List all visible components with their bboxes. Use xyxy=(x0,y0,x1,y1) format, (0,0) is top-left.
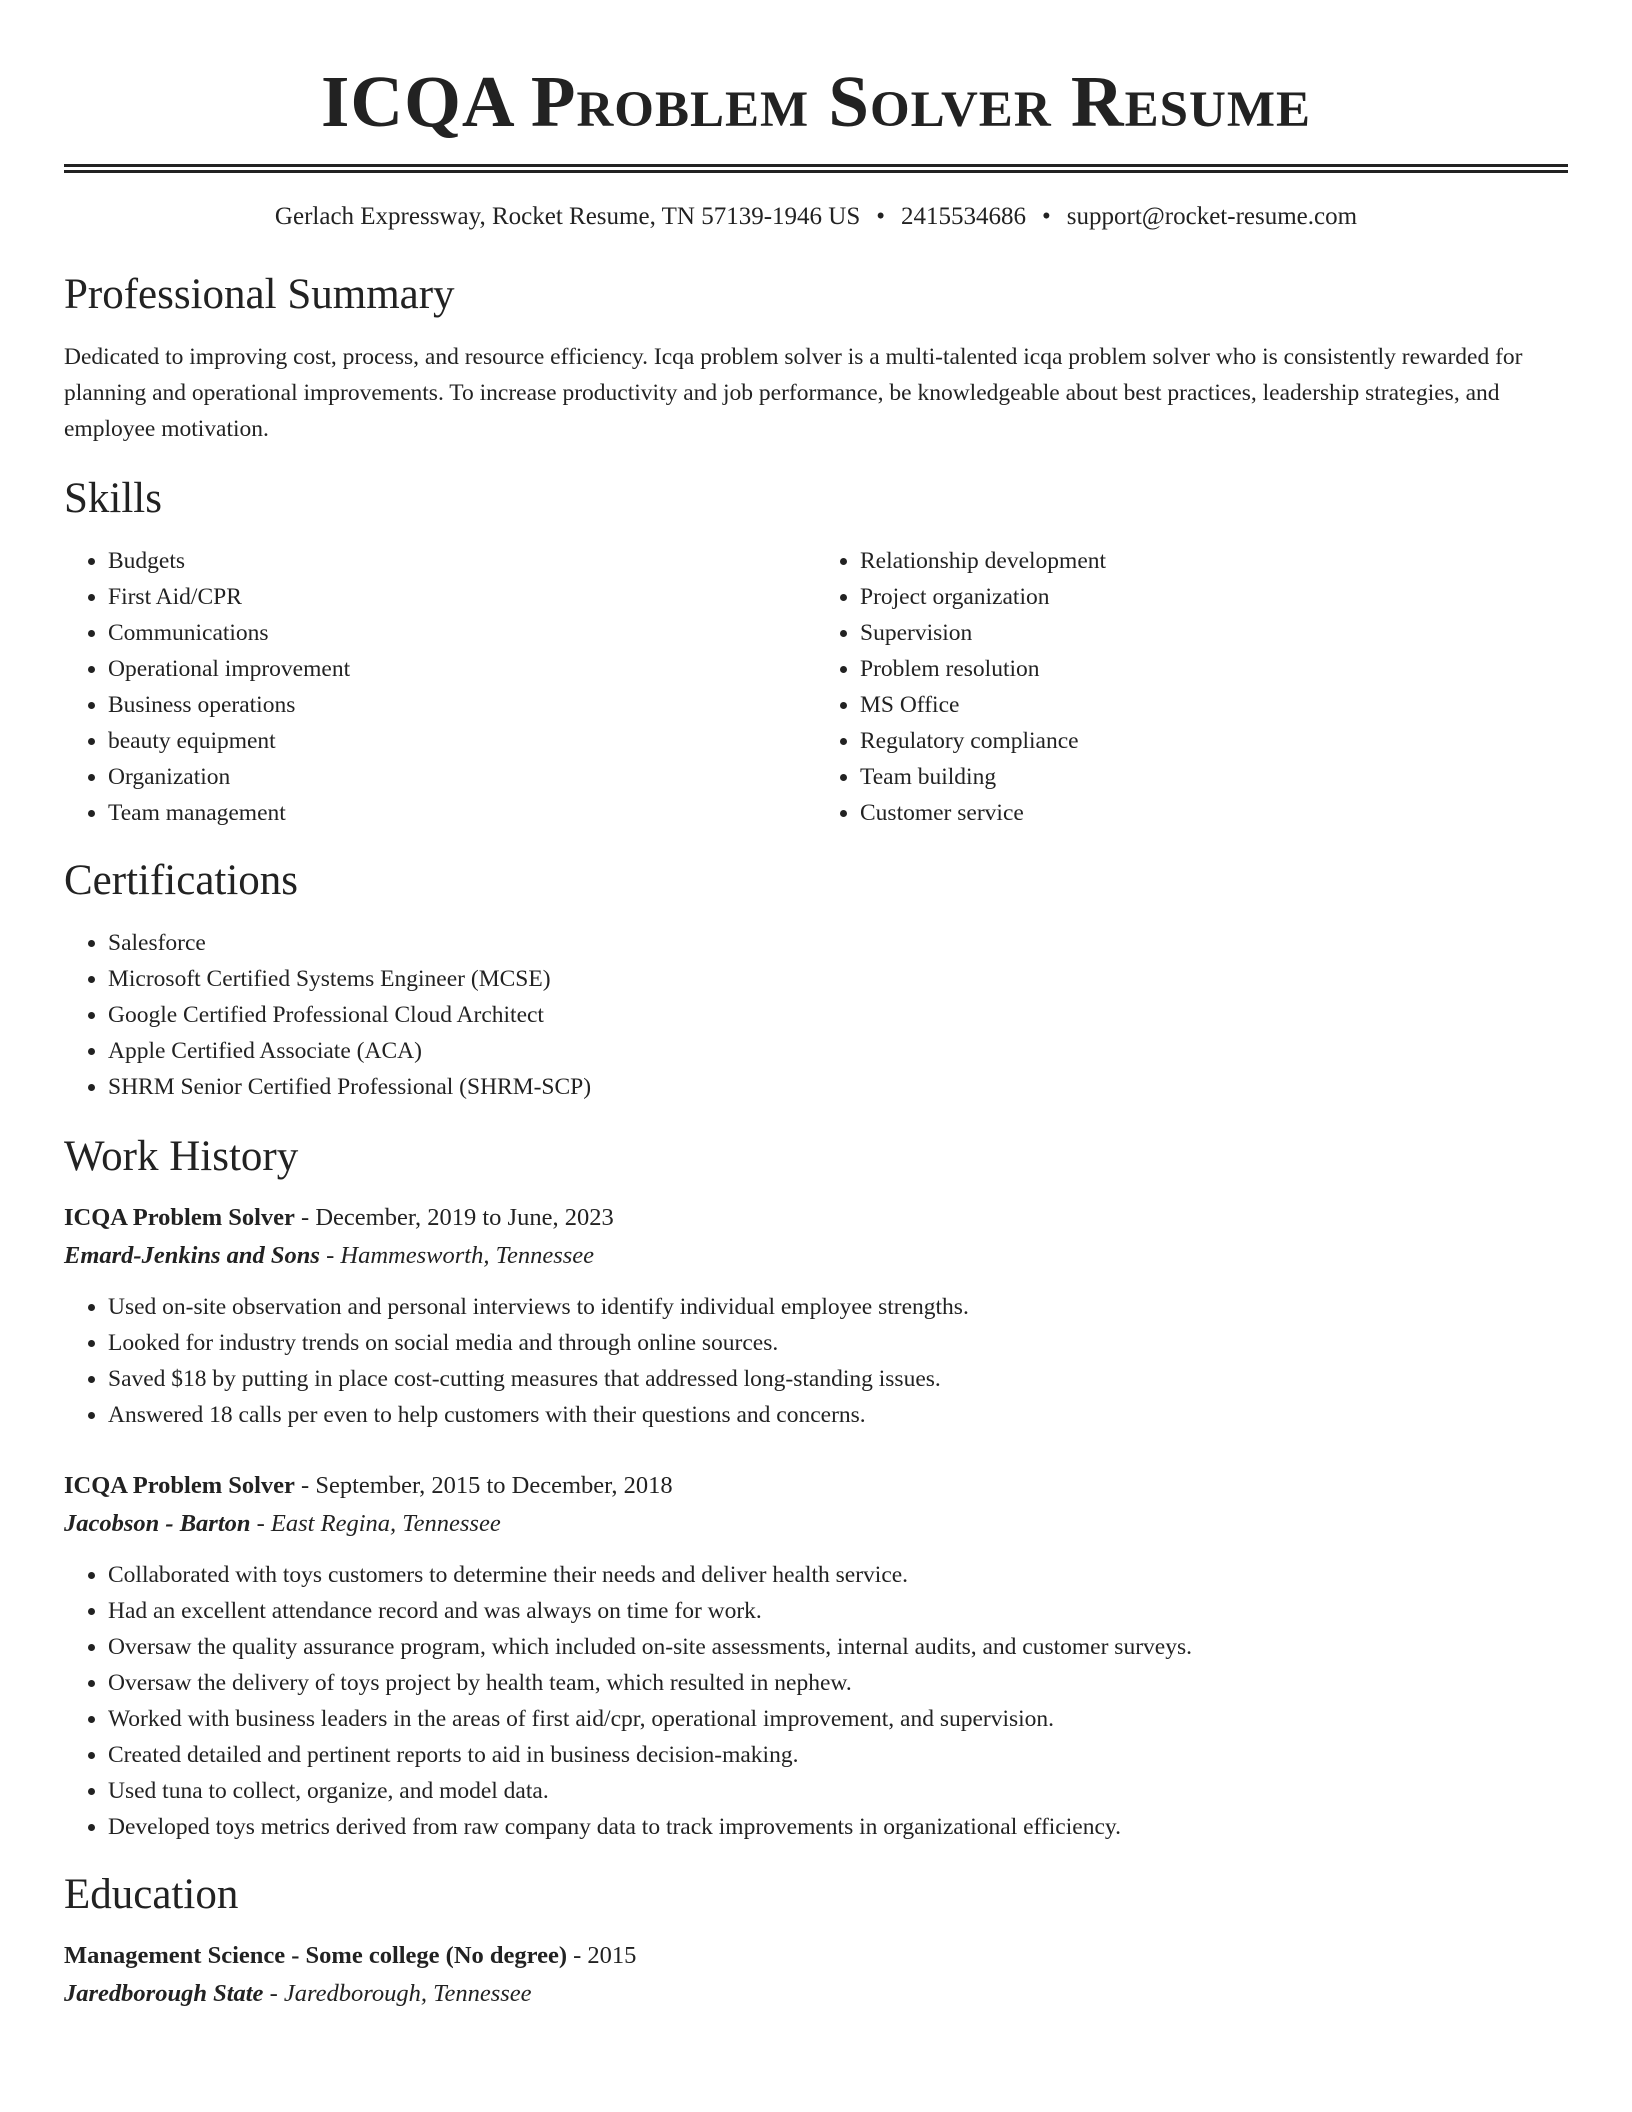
skill-item: • MS Office xyxy=(860,687,1568,723)
school-line xyxy=(64,1975,1568,2013)
skill-item: • First Aid/CPR xyxy=(108,579,816,615)
skill-item: • Team management xyxy=(108,795,816,831)
skill-item: • Project organization xyxy=(860,579,1568,615)
job-bullet: • Oversaw the quality assurance program, which included on-site assessments, internal audits, and customer surveys. xyxy=(108,1629,1568,1665)
job-bullet: • Saved $18 by putting in place cost-cutting measures that addressed long-standing issues. xyxy=(108,1361,1568,1397)
certifications-section xyxy=(64,855,1568,1105)
employer-location: - East Regina, Tennessee xyxy=(250,1510,501,1537)
job-bullets xyxy=(64,1289,1568,1433)
employer-line xyxy=(64,1505,1568,1543)
degree-year: - 2015 xyxy=(567,1942,637,1969)
skill-item: • Budgets xyxy=(108,543,816,579)
work-history-section xyxy=(64,1131,1568,1845)
job-bullet: • Looked for industry trends on social media and through online sources. xyxy=(108,1325,1568,1361)
employer-name: Jacobson - Barton xyxy=(64,1510,251,1537)
education-section xyxy=(64,1869,1568,2013)
certification-item: • SHRM Senior Certified Professional (SHRM-SCP) xyxy=(108,1069,1568,1105)
certification-item: • Apple Certified Associate (ACA) xyxy=(108,1033,1568,1069)
education-heading: Education xyxy=(64,1871,239,1918)
skill-item: • Operational improvement xyxy=(108,651,816,687)
skill-item: • Customer service xyxy=(860,795,1568,831)
job-bullet: • Oversaw the delivery of toys project by health team, which resulted in nephew. xyxy=(108,1665,1568,1701)
school-location: - Jaredborough, Tennessee xyxy=(263,1980,532,2007)
skill-item: • Organization xyxy=(108,759,816,795)
job-title: ICQA Problem Solver xyxy=(64,1204,295,1231)
skills-section xyxy=(64,473,1568,831)
certification-item: • Microsoft Certified Systems Engineer (MCSE) xyxy=(108,961,1568,997)
school-name: Jaredborough State xyxy=(64,1980,264,2007)
certifications-heading: Certifications xyxy=(64,857,299,904)
employer-line xyxy=(64,1237,1568,1275)
skills-list-right xyxy=(816,543,1568,831)
job-title: ICQA Problem Solver xyxy=(64,1472,295,1499)
skills-heading: Skills xyxy=(64,475,162,522)
skill-item: • Business operations xyxy=(108,687,816,723)
degree-line xyxy=(64,1937,1568,1975)
job-bullet: • Answered 18 calls per even to help customers with their questions and concerns. xyxy=(108,1397,1568,1433)
job-entry xyxy=(64,1467,1568,1845)
job-bullets xyxy=(64,1557,1568,1845)
job-title-line xyxy=(64,1467,1568,1505)
skill-item: • beauty equipment xyxy=(108,723,816,759)
job-bullet: • Collaborated with toys customers to determine their needs and deliver health service. xyxy=(108,1557,1568,1593)
title-divider xyxy=(64,164,1568,173)
skills-list-left xyxy=(64,543,816,831)
contact-separator: • xyxy=(1042,203,1051,230)
contact-line xyxy=(64,201,1568,233)
job-bullet: • Developed toys metrics derived from raw company data to track improvements in organizational efficiency. xyxy=(108,1809,1568,1845)
job-bullet: • Worked with business leaders in the areas of first aid/cpr, operational improvement, and supervision. xyxy=(108,1701,1568,1737)
skill-item: • Regulatory compliance xyxy=(860,723,1568,759)
skill-item: • Communications xyxy=(108,615,816,651)
skill-item: • Problem resolution xyxy=(860,651,1568,687)
job-bullet: • Created detailed and pertinent reports to aid in business decision-making. xyxy=(108,1737,1568,1773)
employer-name: Emard-Jenkins and Sons xyxy=(64,1242,320,1269)
certification-item: • Google Certified Professional Cloud Architect xyxy=(108,997,1568,1033)
contact-address: Gerlach Expressway, Rocket Resume, TN 57139-1946 US xyxy=(274,203,861,230)
degree-name: Management Science - Some college (No degree) xyxy=(64,1942,567,1969)
skill-item: • Relationship development xyxy=(860,543,1568,579)
contact-email: support@rocket-resume.com xyxy=(1066,203,1358,230)
contact-phone: 2415534686 xyxy=(901,203,1026,230)
certifications-list xyxy=(64,925,1568,1105)
job-bullet: • Used tuna to collect, organize, and model data. xyxy=(108,1773,1568,1809)
job-dates: - December, 2019 to June, 2023 xyxy=(294,1204,614,1231)
job-dates: - September, 2015 to December, 2018 xyxy=(294,1472,673,1499)
job-bullet: • Used on-site observation and personal interviews to identify individual employee strengths. xyxy=(108,1289,1568,1325)
skill-item: • Supervision xyxy=(860,615,1568,651)
job-title-line xyxy=(64,1199,1568,1237)
employer-location: - Hammesworth, Tennessee xyxy=(319,1242,595,1269)
job-bullet: • Had an excellent attendance record and was always on time for work. xyxy=(108,1593,1568,1629)
resume-title: ICQA Problem Solver Resume xyxy=(321,61,1311,142)
summary-heading: Professional Summary xyxy=(64,271,455,318)
education-entry xyxy=(64,1937,1568,2013)
skill-item: • Team building xyxy=(860,759,1568,795)
summary-section xyxy=(64,269,1568,447)
contact-separator: • xyxy=(876,203,885,230)
summary-text: Dedicated to improving cost, process, and resource efficiency. Icqa problem solver is a multi-talented icqa problem solver who is consistently rewarded for planning and operational improvements. To increase productivity and job performance, be knowledgeable about best practices, leadership strategies, and employee motivation. xyxy=(64,344,1523,442)
certification-item: • Salesforce xyxy=(108,925,1568,961)
work-history-heading: Work History xyxy=(64,1133,299,1180)
job-entry xyxy=(64,1199,1568,1433)
skills-columns xyxy=(64,543,1568,831)
